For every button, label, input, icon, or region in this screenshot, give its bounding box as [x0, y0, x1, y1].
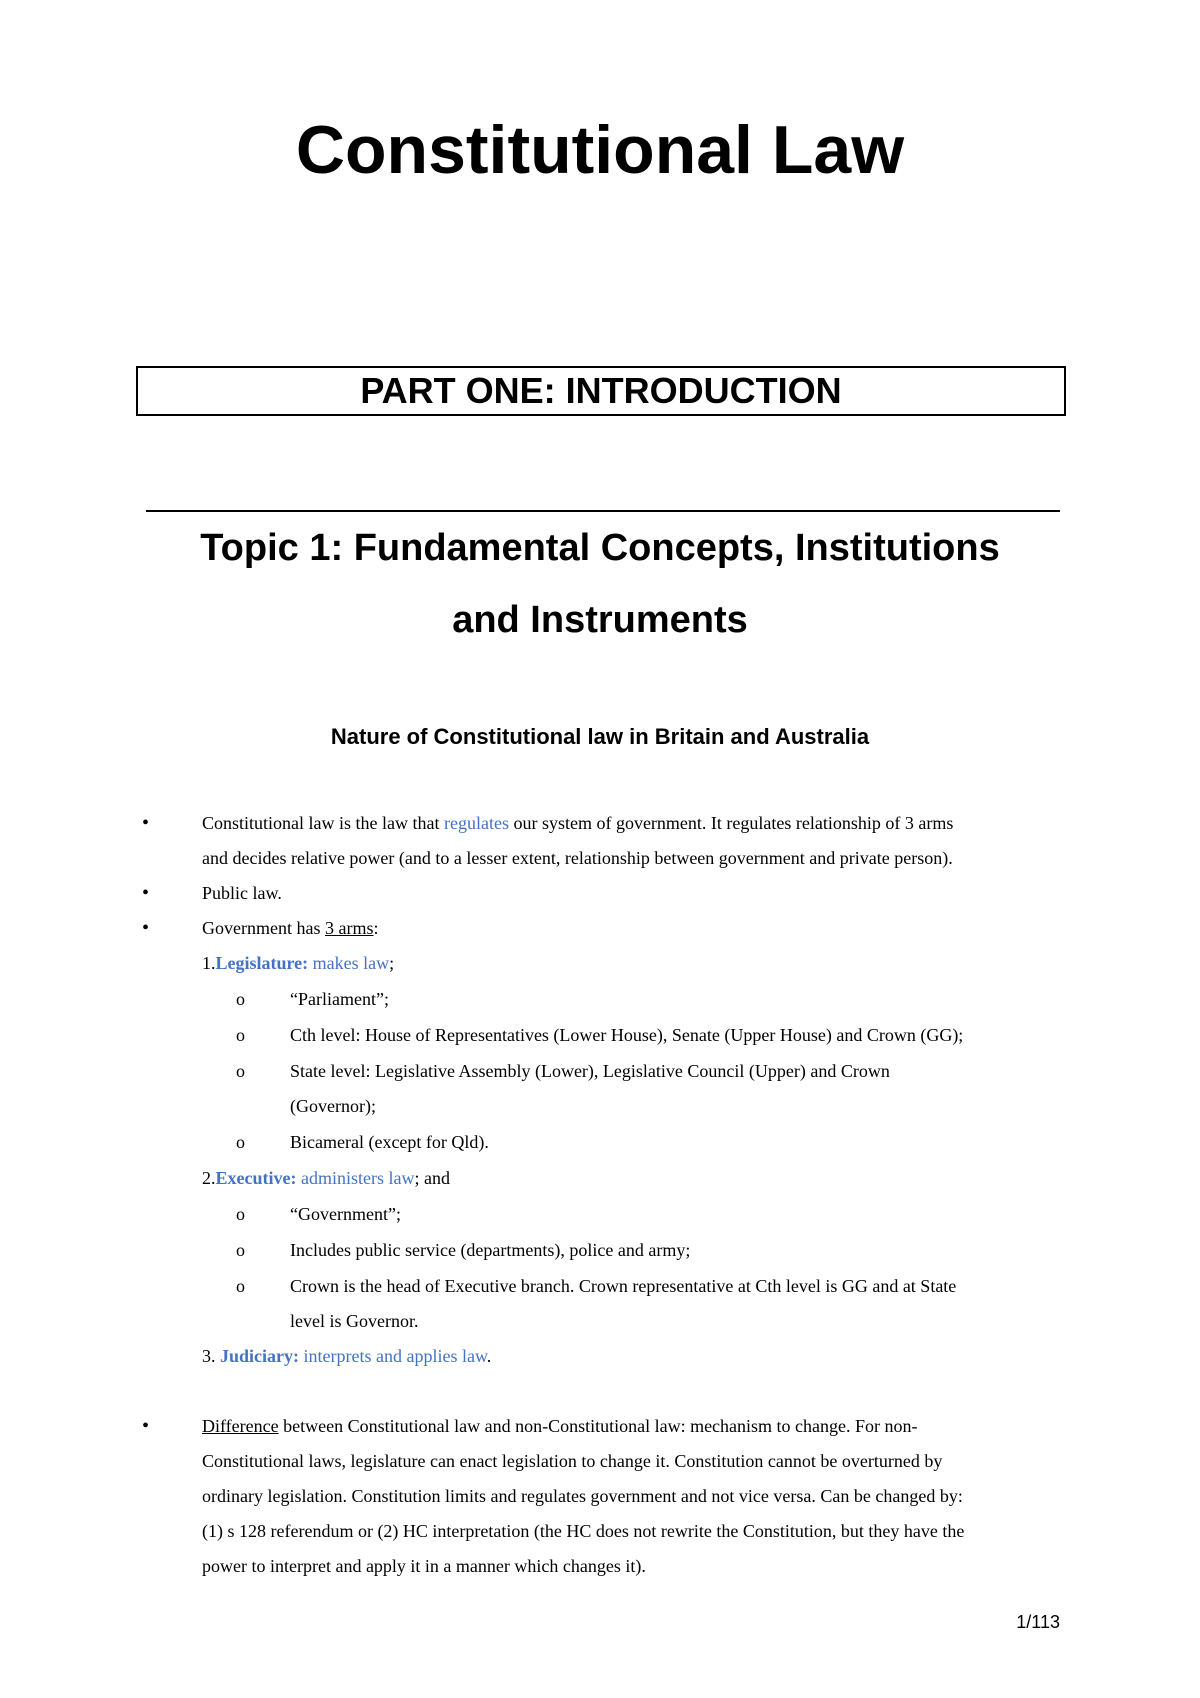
legislature-term: Legislature: — [215, 953, 309, 973]
legislature-desc[interactable]: makes law — [308, 953, 390, 973]
section-subheading: Nature of Constitutional law in Britain and Australia — [330, 724, 870, 749]
sub-item: Cth level: House of Representatives (Lower House), Senate (Upper House) and Crown (GG); — [290, 1025, 964, 1045]
executive-end: ; and — [414, 1168, 450, 1188]
list-item — [202, 911, 378, 946]
numbered-item-executive — [202, 1161, 450, 1196]
bullet4-text: between Constitutional law and non-Constitutional law: mechanism to change. For non- — [278, 1416, 918, 1436]
list-item: Public law. — [202, 883, 282, 903]
topic-heading — [0, 512, 1200, 656]
bullet-marker: • — [142, 917, 150, 939]
numbered-item-judiciary — [202, 1339, 491, 1374]
bullet1-text-b: our system of government. It regulates relationship of 3 arms — [508, 813, 954, 833]
sub-marker: o — [236, 1204, 245, 1224]
sub-marker: o — [236, 1132, 245, 1152]
sub-marker: o — [236, 1061, 245, 1081]
bullet1-text-a: Constitutional law is the law that — [202, 813, 444, 833]
sub-item-cont: (Governor); — [290, 1096, 376, 1116]
difference-link[interactable]: Difference — [202, 1416, 279, 1436]
topic-heading-line1: Topic 1: Fundamental Concepts, Institutions — [200, 527, 1000, 569]
bullet-marker: • — [142, 1415, 150, 1437]
list-item — [202, 1409, 918, 1444]
sub-item: Bicameral (except for Qld). — [290, 1132, 489, 1152]
judiciary-term: Judiciary: — [220, 1346, 299, 1366]
sub-marker: o — [236, 1240, 245, 1260]
list-item — [202, 806, 1102, 841]
page-number: 1/113 — [1016, 1612, 1060, 1632]
legislature-end: ; — [389, 953, 395, 973]
sub-marker: o — [236, 1025, 245, 1045]
sub-item-cont: level is Governor. — [290, 1311, 419, 1331]
topic-heading-line2: and Instruments — [452, 599, 748, 641]
bullet3-text-a: Government has — [202, 918, 325, 938]
regulates-link[interactable]: regulates — [443, 813, 509, 833]
three-arms-link[interactable]: 3 arms — [324, 918, 374, 938]
item-number: 3. — [202, 1346, 216, 1366]
bullet4-line2: Constitutional laws, legislature can enact legislation to change it. Constitution cannot be overturned by — [202, 1451, 943, 1471]
executive-desc[interactable]: administers law — [296, 1168, 415, 1188]
sub-item: “Government”; — [290, 1204, 401, 1224]
sub-marker: o — [236, 989, 245, 1009]
bullet-marker: • — [142, 812, 150, 834]
sub-item: “Parliament”; — [290, 989, 389, 1009]
item-number: 1. — [202, 953, 216, 973]
bullet1-line2: and decides relative power (and to a lesser extent, relationship between government and private person). — [202, 848, 953, 868]
bullet-marker: • — [142, 882, 150, 904]
bullet4-line3: ordinary legislation. Constitution limits and regulates government and not vice versa. Can be changed by: — [202, 1486, 963, 1506]
numbered-item-legislature — [202, 946, 394, 981]
sub-marker: o — [236, 1276, 245, 1296]
executive-term: Executive: — [215, 1168, 297, 1188]
judiciary-desc[interactable]: interprets and applies law — [299, 1346, 487, 1366]
sub-item: Crown is the head of Executive branch. Crown representative at Cth level is GG and at State — [290, 1276, 957, 1296]
document-title: Constitutional Law — [295, 112, 905, 188]
bullet4-line5: power to interpret and apply it in a manner which changes it). — [202, 1556, 646, 1576]
part-heading: PART ONE: INTRODUCTION — [136, 366, 1066, 416]
bullet4-line4: (1) s 128 referendum or (2) HC interpretation (the HC does not rewrite the Constitution, but they have the — [202, 1521, 965, 1541]
sub-item: State level: Legislative Assembly (Lower), Legislative Council (Upper) and Crown — [290, 1061, 890, 1081]
bullet3-text-b: : — [373, 918, 379, 938]
sub-item: Includes public service (departments), police and army; — [290, 1240, 691, 1260]
item-number: 2. — [202, 1168, 216, 1188]
judiciary-end: . — [486, 1346, 492, 1366]
